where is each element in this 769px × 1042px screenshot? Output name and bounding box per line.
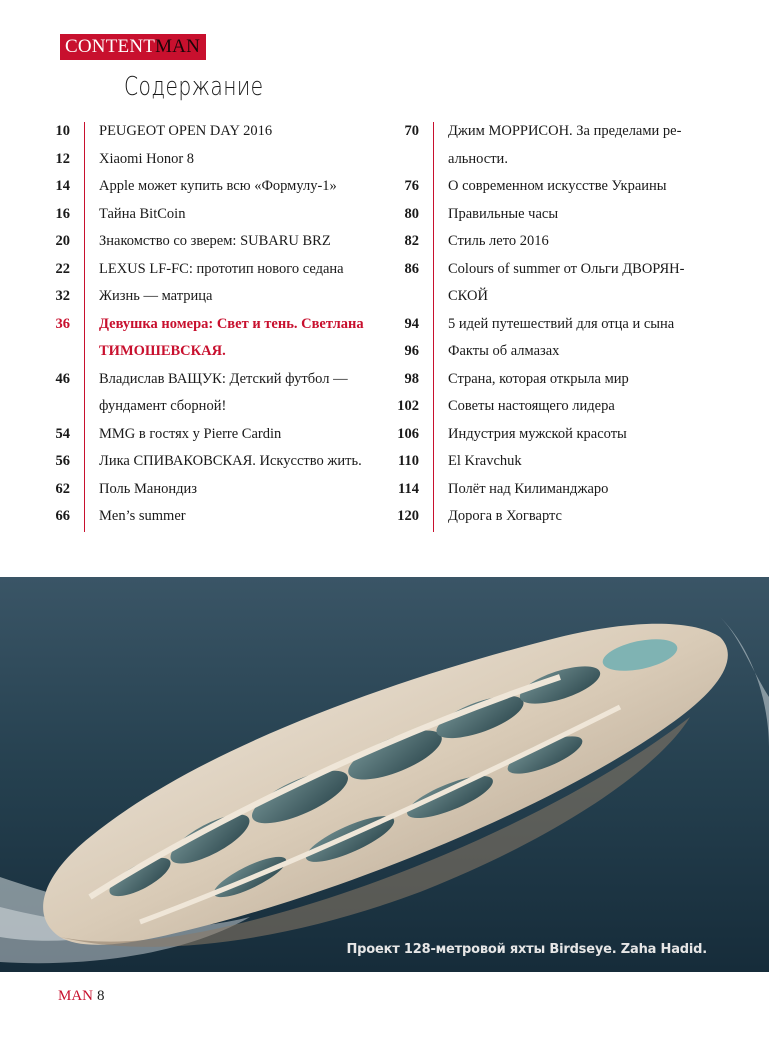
toc-title-line: MMG в гостях у Pierre Cardin — [99, 425, 282, 442]
toc-title-line: Men’s summer — [99, 508, 186, 524]
toc-entry-title — [448, 448, 725, 476]
toc-entry[interactable] — [395, 256, 725, 311]
toc-entry-title — [448, 311, 725, 339]
toc-entry[interactable] — [50, 503, 380, 531]
toc-entry-title — [448, 393, 725, 421]
toc-entry[interactable] — [50, 421, 380, 449]
toc-entry-title — [99, 283, 380, 311]
toc-title-line: Советы настоящего лидера — [448, 398, 615, 414]
toc-title-line: PEUGEOT OPEN DAY 2016 — [99, 123, 273, 139]
toc-page-number: 106 — [397, 425, 419, 442]
toc-page-number: 16 — [55, 205, 70, 222]
toc-page-number: 110 — [398, 453, 419, 469]
toc-entry-title — [448, 476, 725, 504]
toc-entry-title — [99, 118, 380, 146]
toc-page-number: 102 — [397, 398, 419, 414]
toc-entry-title — [99, 448, 380, 476]
toc-title-line: Индустрия мужской красоты — [448, 425, 627, 442]
toc-entry-title — [99, 228, 380, 256]
toc-page-number: 46 — [55, 370, 70, 387]
toc-page-number: 86 — [404, 260, 419, 277]
toc-title-line: Страна, которая открыла мир — [448, 370, 629, 387]
toc-entry-title — [99, 366, 380, 421]
toc-entry[interactable] — [50, 173, 380, 201]
toc-page-number: 94 — [404, 315, 419, 332]
toc-entry[interactable] — [50, 256, 380, 284]
toc-title-line: Жизнь — матрица — [99, 288, 213, 304]
logo-content: CONTENT — [65, 36, 156, 57]
toc-entry[interactable] — [50, 311, 380, 366]
toc-page-number: 36 — [55, 315, 70, 332]
toc-page-number: 62 — [55, 480, 70, 497]
toc-title-line: Стиль лето 2016 — [448, 233, 549, 249]
toc-entry[interactable] — [50, 228, 380, 256]
toc-page-number: 10 — [55, 123, 70, 139]
toc-page-number: 82 — [404, 233, 419, 249]
toc-page-number: 114 — [398, 480, 419, 497]
toc-entry[interactable] — [50, 476, 380, 504]
toc-title-line: Лика СПИВАКОВСКАЯ. Искусство жить. — [99, 453, 362, 469]
toc-title-line: Полёт над Килиманджаро — [448, 480, 609, 497]
toc-entry-title — [448, 201, 725, 229]
toc-entry[interactable] — [395, 173, 725, 201]
toc-title-line: Джим МОРРИСОН. За пределами ре- — [448, 123, 682, 139]
toc-entry-title — [448, 118, 725, 173]
footer-magazine: MAN — [58, 988, 94, 1004]
toc-entry[interactable] — [50, 118, 380, 146]
toc-entry-title — [99, 311, 380, 366]
toc-title-line: Дорога в Хогвартс — [448, 508, 562, 524]
toc-entry-title — [99, 256, 380, 284]
toc-entry[interactable] — [395, 503, 725, 531]
toc-right-column — [395, 118, 725, 531]
toc-title-line: LEXUS LF-FC: прототип нового седана — [99, 260, 344, 277]
toc-entry-title — [99, 476, 380, 504]
toc-page-number: 54 — [55, 425, 70, 442]
toc-page-number: 12 — [55, 150, 70, 167]
toc-entry[interactable] — [50, 366, 380, 421]
toc-title-line: 5 идей путешествий для отца и сына — [448, 315, 675, 332]
magazine-logo — [60, 34, 206, 60]
toc-page-number: 22 — [55, 260, 70, 277]
toc-title-line: Тайна BitCoin — [99, 205, 186, 222]
toc-title-line: ТИМОШЕВСКАЯ. — [99, 343, 226, 359]
toc-page-number: 66 — [55, 508, 70, 524]
toc-page-number: 120 — [397, 508, 419, 524]
toc-entry[interactable] — [395, 421, 725, 449]
logo-man: MAN — [155, 36, 200, 57]
toc-entry-title — [99, 173, 380, 201]
toc-entry-title — [99, 421, 380, 449]
toc-title-line: Xiaomi Honor 8 — [99, 150, 195, 167]
page-number: 8 — [97, 988, 105, 1004]
toc-page-number: 70 — [404, 123, 419, 139]
page-title: Содержание — [124, 72, 264, 102]
toc-page-number: 56 — [55, 453, 70, 469]
toc-title-line: El Kravchuk — [448, 453, 522, 469]
toc-entry[interactable] — [395, 201, 725, 229]
toc-title-line: Поль Манондиз — [99, 480, 197, 497]
toc-title-line: Правильные часы — [448, 205, 559, 222]
toc-title-line: Девушка номера: Свет и тень. Светлана — [99, 315, 364, 332]
toc-entry-title — [448, 173, 725, 201]
toc-entry[interactable] — [395, 311, 725, 339]
toc-page-number: 20 — [55, 233, 70, 249]
toc-entry-title — [99, 146, 380, 174]
toc-title-line: альности. — [448, 150, 508, 167]
toc-page-number: 76 — [404, 178, 419, 194]
toc-page-number: 14 — [55, 178, 70, 194]
toc-entry[interactable] — [395, 366, 725, 394]
toc-title-line: Apple может купить всю «Формулу-1» — [99, 178, 337, 194]
toc-page-number: 98 — [404, 370, 419, 387]
toc-entry-title — [448, 366, 725, 394]
toc-entry[interactable] — [395, 228, 725, 256]
toc-entry[interactable] — [395, 118, 725, 173]
toc-entry[interactable] — [50, 448, 380, 476]
toc-title-line: фундамент сборной! — [99, 398, 227, 414]
toc-entry-title — [448, 256, 725, 311]
toc-entry-title — [99, 503, 380, 531]
photo-caption: Проект 128-метровой яхты Birdseye. Zaha Hadid. — [346, 942, 707, 957]
toc-entry-title — [448, 338, 725, 366]
toc-title-line: Владислав ВАЩУК: Детский футбол — — [99, 370, 348, 387]
toc-entry[interactable] — [50, 146, 380, 174]
toc-title-line: О современном искусстве Украины — [448, 178, 667, 194]
toc-entry[interactable] — [50, 201, 380, 229]
toc-entry-title — [448, 421, 725, 449]
toc-title-line: Colours of summer от Ольги ДВОРЯН- — [448, 260, 685, 277]
yacht-photo — [0, 577, 769, 972]
toc-entry-title — [448, 228, 725, 256]
toc-entry-title — [448, 503, 725, 531]
toc-entry[interactable] — [395, 393, 725, 421]
toc-page-number: 96 — [404, 343, 419, 359]
toc-title-line: Знакомство со зверем: SUBARU BRZ — [99, 233, 331, 249]
toc-entry[interactable] — [395, 338, 725, 366]
toc-title-line: СКОЙ — [448, 288, 488, 304]
toc-entry[interactable] — [50, 283, 380, 311]
toc-page-number: 32 — [55, 288, 70, 304]
toc-entry[interactable] — [395, 476, 725, 504]
page-footer — [58, 988, 105, 1005]
toc-entry-title — [99, 201, 380, 229]
toc-left-column — [50, 118, 380, 531]
toc-entry[interactable] — [395, 448, 725, 476]
toc-title-line: Факты об алмазах — [448, 343, 560, 359]
toc-page-number: 80 — [404, 205, 419, 222]
